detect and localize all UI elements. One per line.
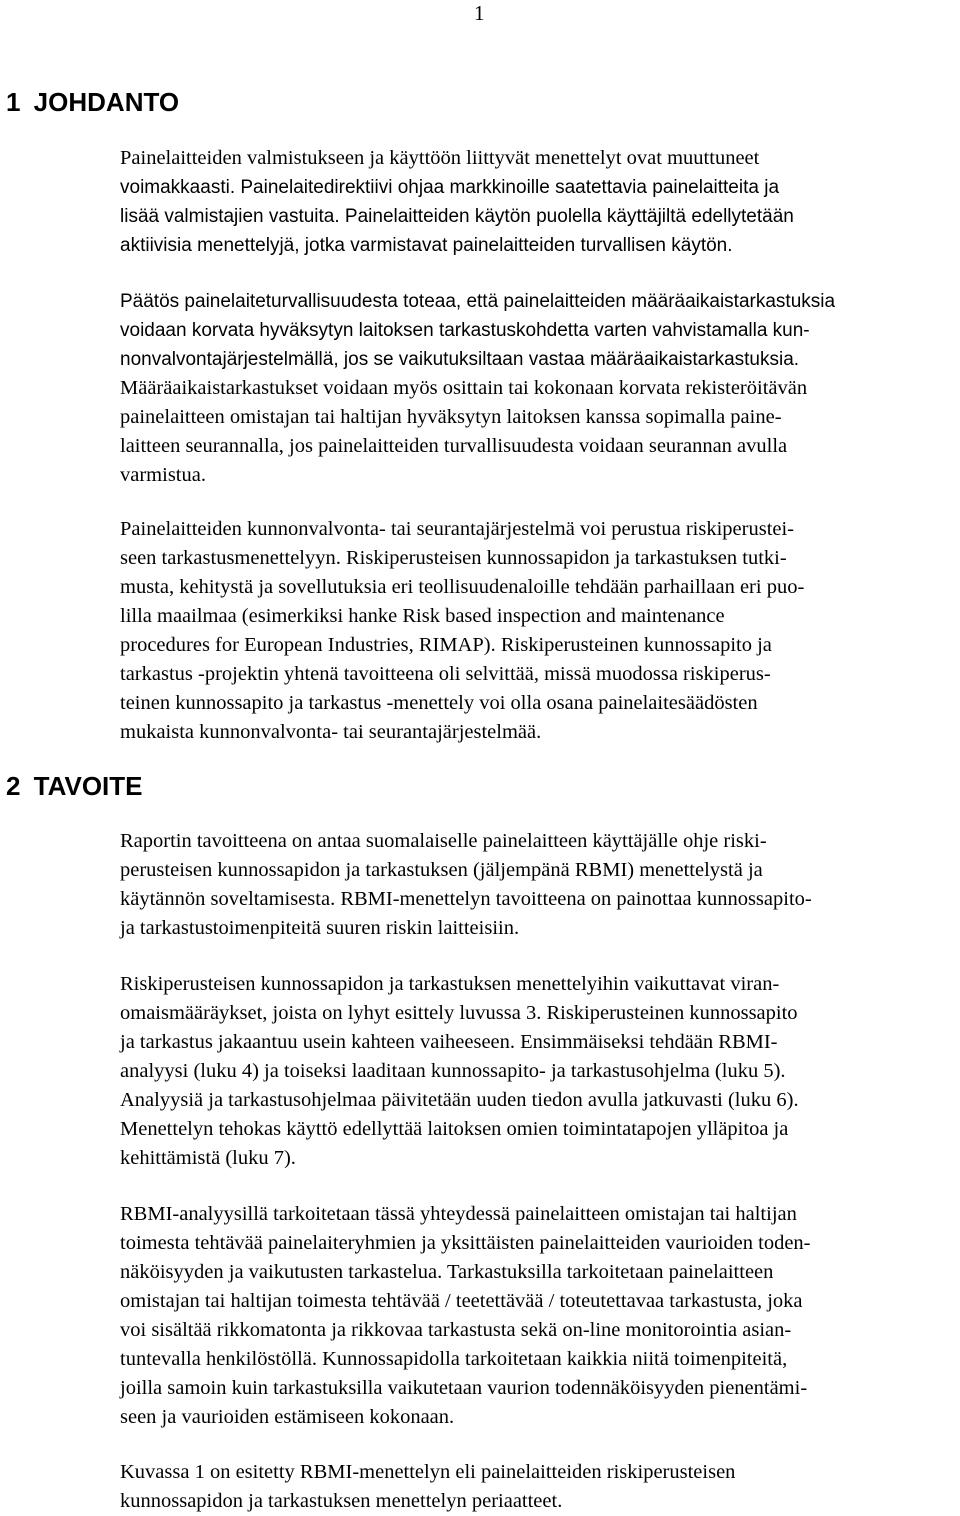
text-line: Riskiperusteisen kunnossapidon ja tarkastuksen menettelyihin vaikuttavat viran-: [120, 973, 780, 995]
text-line: seen tarkastusmenettelyyn. Riskiperusteisen kunnossapidon ja tarkastuksen tutki-: [120, 547, 787, 569]
text-line: käytännön soveltamisesta. RBMI-menettelyn tavoitteena on painottaa kunnossapito-: [120, 888, 812, 910]
text-line: kehittämistä (luku 7).: [120, 1147, 296, 1169]
text-line: musta, kehitystä ja sovellutuksia eri teollisuudenaloille tehdään parhaillaan eri puo-: [120, 576, 805, 598]
text-line: Painelaitteiden kunnonvalvonta- tai seurantajärjestelmä voi perustua riskiperustei-: [120, 518, 795, 540]
text-line: Määräaikaistarkastukset voidaan myös osittain tai kokonaan korvata rekisteröitävän: [120, 377, 808, 399]
text-line: nonvalvontajärjestelmällä, jos se vaikutuksiltaan vastaa määräaikaistarkastuksia.: [120, 349, 800, 370]
text-line: ja tarkastustoimenpiteitä suuren riskin laitteisiin.: [120, 917, 520, 939]
text-line: seen ja vaurioiden estämiseen kokonaan.: [120, 1406, 455, 1428]
text-line: analyysi (luku 4) ja toiseksi laaditaan kunnossapito- ja tarkastusohjelma (luku 5).: [120, 1060, 786, 1082]
text-line: omistajan tai haltijan toimesta tehtävää / teetettävää / toteutettavaa tarkastusta, joka: [120, 1290, 803, 1312]
text-line: Raportin tavoitteena on antaa suomalaiselle painelaitteen käyttäjälle ohje riski-: [120, 830, 767, 852]
section-heading-johdanto: 1 JOHDANTO: [6, 87, 180, 117]
text-line: voidaan korvata hyväksytyn laitoksen tarkastuskohdetta varten vahvistamalla kun-: [120, 320, 810, 341]
text-line: RBMI-analyysillä tarkoitetaan tässä yhteydessä painelaitteen omistajan tai haltijan: [120, 1203, 797, 1225]
text-line: varmistua.: [120, 464, 206, 486]
text-line: perusteisen kunnossapidon ja tarkastuksen (jäljempänä RBMI) menettelystä ja: [120, 859, 763, 881]
text-line: lilla maailmaa (esimerkiksi hanke Risk based inspection and maintenance: [120, 605, 725, 627]
text-line: omaismääräykset, joista on lyhyt esittely luvussa 3. Riskiperusteinen kunnossapito: [120, 1002, 798, 1024]
paragraph: [120, 287, 960, 490]
text-line: Menettelyn tehokas käyttö edellyttää laitoksen omien toimintatapojen ylläpitoa ja: [120, 1118, 789, 1140]
text-line: Painelaitteiden valmistukseen ja käyttöön liittyvät menettelyt ovat muuttuneet: [120, 147, 760, 169]
text-line: lisää valmistajien vastuita. Painelaitteiden käytön puolella käyttäjiltä edellytetään: [120, 206, 794, 227]
text-line: tuntevalla henkilöstöllä. Kunnossapidolla tarkoitetaan kaikkia niitä toimenpiteitä,: [120, 1348, 788, 1370]
paragraph: [120, 144, 960, 260]
text-line: Analyysiä ja tarkastusohjelmaa päivitetään uuden tiedon avulla jatkuvasti (luku 6).: [120, 1089, 799, 1111]
text-line: ja tarkastus jakaantuu usein kahteen vaiheeseen. Ensimmäiseksi tehdään RBMI-: [120, 1031, 778, 1053]
text-line: kunnossapidon ja tarkastuksen menettelyn periaatteet.: [120, 1490, 563, 1512]
paragraph: [120, 827, 960, 943]
paragraph: [120, 515, 960, 747]
text-line: procedures for European Industries, RIMAP). Riskiperusteinen kunnossapito ja: [120, 634, 772, 656]
text-line: joilla samoin kuin tarkastuksilla vaikutetaan vaurion todennäköisyyden pienentämi-: [120, 1377, 808, 1399]
text-line: teinen kunnossapito ja tarkastus -menettely voi olla osana painelaitesäädösten: [120, 692, 758, 714]
text-line: Kuvassa 1 on esitetty RBMI-menettelyn eli painelaitteiden riskiperusteisen: [120, 1461, 736, 1483]
text-line: mukaista kunnonvalvonta- tai seurantajärjestelmää.: [120, 721, 542, 743]
paragraph: [120, 970, 960, 1173]
page-number: 1: [474, 1, 485, 25]
section-heading-tavoite: 2 TAVOITE: [6, 771, 143, 801]
text-line: voi sisältää rikkomatonta ja rikkovaa tarkastusta sekä on-line monitorointia asian-: [120, 1319, 792, 1341]
paragraph: [120, 1458, 960, 1516]
text-line: Päätös painelaiteturvallisuudesta toteaa, että painelaitteiden määräaikaistarkastuksia: [120, 291, 836, 312]
text-line: tarkastus -projektin yhtenä tavoitteena oli selvittää, missä muodossa riskiperus-: [120, 663, 771, 685]
text-line: näköisyyden ja vaikutusten tarkastelua. Tarkastuksilla tarkoitetaan painelaitteen: [120, 1261, 774, 1283]
text-line: painelaitteen omistajan tai haltijan hyväksytyn laitoksen kanssa sopimalla paine-: [120, 406, 782, 428]
text-line: aktiivisia menettelyjä, jotka varmistavat painelaitteiden turvallisen käytön.: [120, 235, 733, 256]
paragraph: [120, 1200, 960, 1432]
text-line: toimesta tehtävää painelaiteryhmien ja yksittäisten painelaitteiden vaurioiden toden-: [120, 1232, 811, 1254]
text-line: voimakkaasti. Painelaitedirektiivi ohjaa markkinoille saatettavia painelaitteita ja: [120, 177, 780, 198]
text-line: laitteen seurannalla, jos painelaitteiden turvallisuudesta voidaan seurannan avulla: [120, 435, 788, 457]
